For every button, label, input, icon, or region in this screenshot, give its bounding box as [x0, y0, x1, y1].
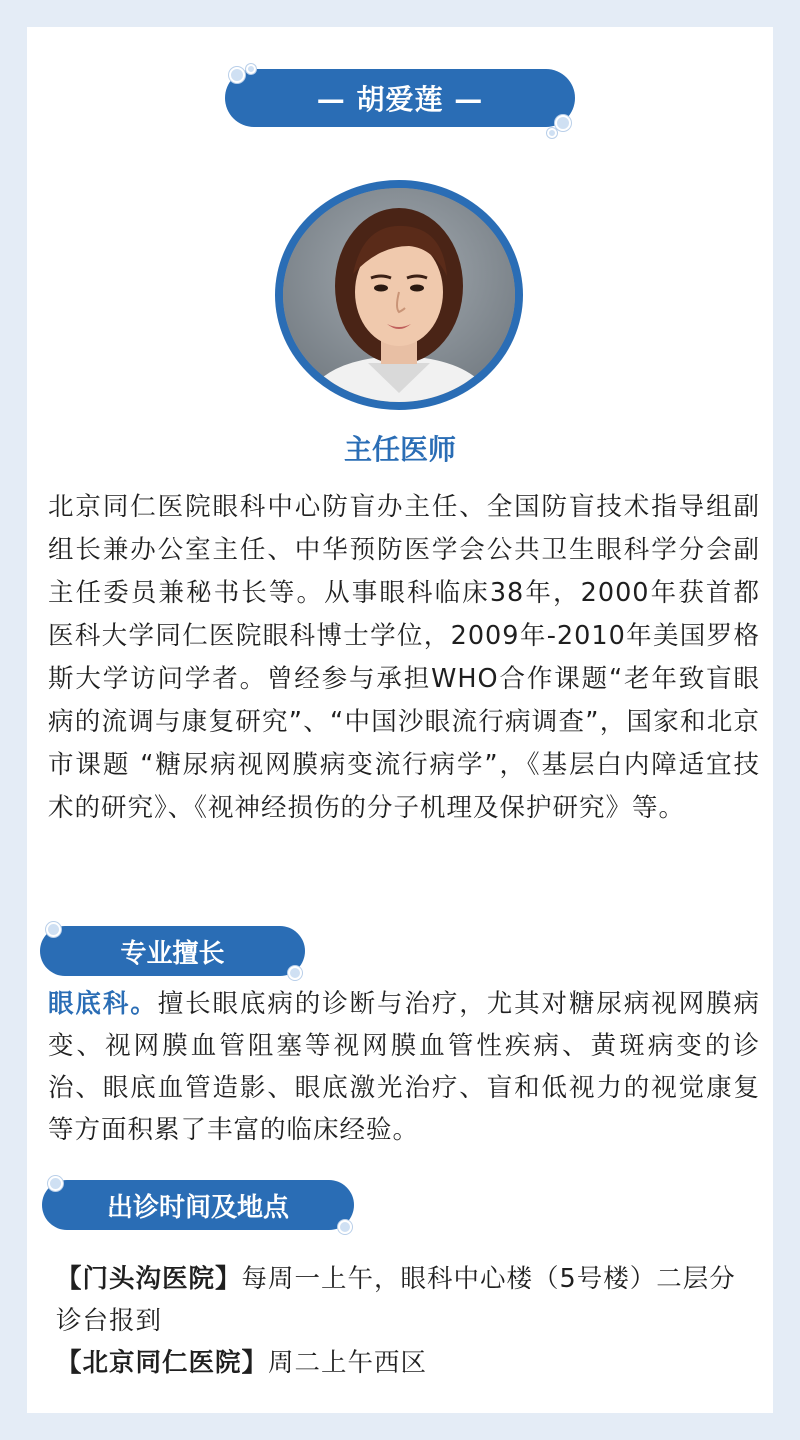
- decor-dot-icon: [338, 1220, 352, 1234]
- schedule-heading-banner: [42, 1180, 354, 1230]
- doctor-title: 主任医师: [343, 433, 456, 466]
- decor-dot-icon: [555, 115, 571, 131]
- decor-dot-icon: [288, 966, 302, 980]
- specialty-text-block: [48, 983, 760, 1151]
- specialty-heading-banner: [40, 926, 305, 976]
- doctor-name: — 胡爱莲 —: [316, 83, 484, 116]
- schedule-heading: 出诊时间及地点: [106, 1192, 289, 1223]
- schedule-hospital: 【北京同仁医院】: [56, 1348, 269, 1378]
- specialty-heading: 专业擅长: [120, 938, 225, 969]
- portrait-image: [283, 188, 515, 402]
- decor-dot-icon: [46, 922, 61, 937]
- schedule-list: [56, 1258, 756, 1384]
- decor-dot-icon: [229, 67, 245, 83]
- schedule-entry: [56, 1342, 756, 1384]
- schedule-detail: 周二上午西区: [268, 1348, 428, 1378]
- specialty-text: 擅长眼底病的诊断与治疗，尤其对糖尿病视网膜病变、视网膜血管阻塞等视网膜血管性疾病、黄斑病变的诊治、眼底血管造影、眼底激光治疗、盲和低视力的视觉康复等方面积累了丰富的临床经验。: [48, 989, 760, 1145]
- decor-dot-icon: [547, 128, 557, 138]
- schedule-hospital: 【门头沟医院】: [56, 1264, 242, 1294]
- decor-dot-icon: [246, 64, 256, 74]
- doctor-name-banner: [225, 69, 575, 127]
- decor-dot-icon: [48, 1176, 63, 1191]
- doctor-bio: 北京同仁医院眼科中心防盲办主任、全国防盲技术指导组副组长兼办公室主任、中华预防医学会公共卫生眼科学分会副主任委员兼秘书长等。从事眼科临床38年，2000年获首都医科大学同仁医院眼科博士学位，2009年-2010年美国罗格斯大学访问学者。曾经参与承担WHO合作课题“老年致盲眼病的流调与康复研究”、“中国沙眼流行病调查”，国家和北京市课题 “糖尿病视网膜病变流行病学”，《基层白内障适宜技术的研究》、《视神经损伤的分子机理及保护研究》等。: [48, 492, 760, 823]
- schedule-entry: [56, 1258, 756, 1342]
- doctor-portrait: [283, 188, 515, 402]
- specialty-lead: 眼底科。: [48, 989, 158, 1019]
- schedule-detail: 每周一上午，眼科中心楼（5号楼）二层分诊台报到: [56, 1264, 736, 1336]
